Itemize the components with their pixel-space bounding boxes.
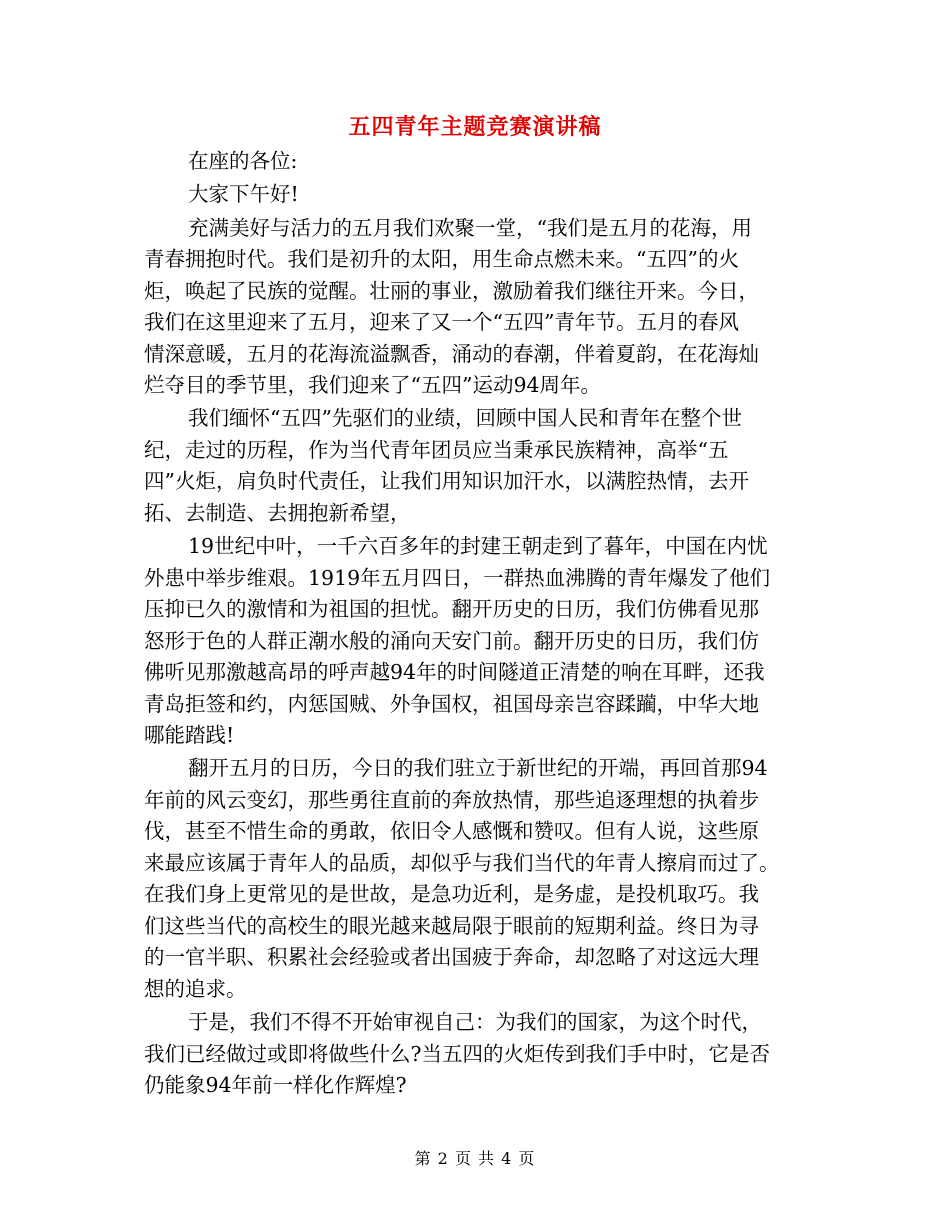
paragraph-first-line: 在座的各位:: [188, 149, 298, 173]
paragraph-line: 纪，走过的历程，作为当代青年团员应当秉承民族精神，高举“五: [144, 437, 729, 462]
paragraph: [144, 753, 808, 1005]
paragraph-line: 想的追求。: [144, 976, 247, 1001]
paragraph-first-line: 我们缅怀“五四”先驱们的业绩，回顾中国人民和青年在整个世: [188, 406, 742, 431]
paragraph-first-line: 于是，我们不得不开始审视自己：为我们的国家，为这个时代，: [188, 1010, 762, 1035]
paragraph-line: 我们已经做过或即将做些什么?当五四的火炬传到我们手中时，它是否: [144, 1041, 770, 1066]
paragraph-line: 烂夺目的季节里，我们迎来了“五四”运动94周年。: [144, 373, 602, 398]
paragraph-line: 仍能象94年前一样化作辉煌?: [144, 1073, 407, 1098]
paragraph-first-line: 充满美好与活力的五月我们欢聚一堂，“我们是五月的花海，用: [188, 215, 752, 240]
paragraph: [144, 146, 808, 178]
paragraph: [144, 1007, 808, 1102]
paragraph-line: 青岛拒签和约，内惩国贼、外争国权，祖国母亲岂容蹂躏，中华大地: [144, 691, 759, 716]
paragraph-line: 哪能踏践!: [144, 723, 235, 748]
document-body: [144, 146, 808, 1102]
paragraph-line: 我们在这里迎来了五月，迎来了又一个“五四”青年节。五月的春风: [144, 310, 739, 335]
paragraph-line: 炬，唤起了民族的觉醒。壮丽的事业，激励着我们继往开来。今日，: [144, 278, 759, 303]
paragraph-line: 佛听见那激越高昂的呼声越94年的时间隧道正清楚的响在耳畔，还我: [144, 660, 765, 685]
paragraph: [144, 403, 808, 529]
paragraph: [144, 179, 808, 211]
paragraph-first-line: 19世纪中叶，一千六百多年的封建王朝走到了暮年，中国在内忧: [188, 534, 768, 559]
paragraph-line: 压抑已久的激情和为祖国的担忧。翻开历史的日历，我们仿佛看见那: [144, 597, 759, 622]
paragraph: [144, 213, 808, 402]
paragraph-first-line: 翻开五月的日历，今日的我们驻立于新世纪的开端，再回首那94: [188, 756, 768, 781]
paragraph-line: 伐，甚至不惜生命的勇敢，依旧令人感慨和赞叹。但有人说，这些原: [144, 819, 759, 844]
paragraph-first-line: 大家下午好!: [188, 182, 299, 207]
paragraph-line: 年前的风云变幻，那些勇往直前的奔放热情，那些追逐理想的执着步: [144, 787, 759, 812]
paragraph-line: 的一官半职、积累社会经验或者出国疲于奔命，却忽略了对这远大理: [144, 945, 759, 970]
paragraph-line: 情深意暖，五月的花海流溢飘香，涌动的春潮，伴着夏韵，在花海灿: [144, 341, 759, 366]
paragraph: [144, 531, 808, 752]
paragraph-line: 四”火炬，肩负时代责任，让我们用知识加汗水，以满腔热情，去开: [144, 469, 749, 494]
page-number-footer: 第 2 页 共 4 页: [414, 1149, 536, 1168]
paragraph-line: 拓、去制造、去拥抱新希望，: [144, 500, 411, 525]
paragraph-line: 青春拥抱时代。我们是初升的太阳，用生命点燃未来。“五四”的火: [144, 247, 739, 272]
paragraph-line: 怒形于色的人群正潮水般的涌向天安门前。翻开历史的日历，我们仿: [144, 628, 759, 653]
paragraph-line: 外患中举步维艰。1919年五月四日，一群热血沸腾的青年爆发了他们: [144, 565, 771, 590]
paragraph-line: 来最应该属于青年人的品质，却似乎与我们当代的年青人擦肩而过了。: [144, 850, 780, 875]
paragraph-line: 在我们身上更常见的是世故，是急功近利，是务虚，是投机取巧。我: [144, 882, 759, 907]
page-title: 五四青年主题竞赛演讲稿: [348, 114, 602, 140]
paragraph-line: 们这些当代的高校生的眼光越来越局限于眼前的短期利益。终日为寻: [144, 913, 759, 938]
